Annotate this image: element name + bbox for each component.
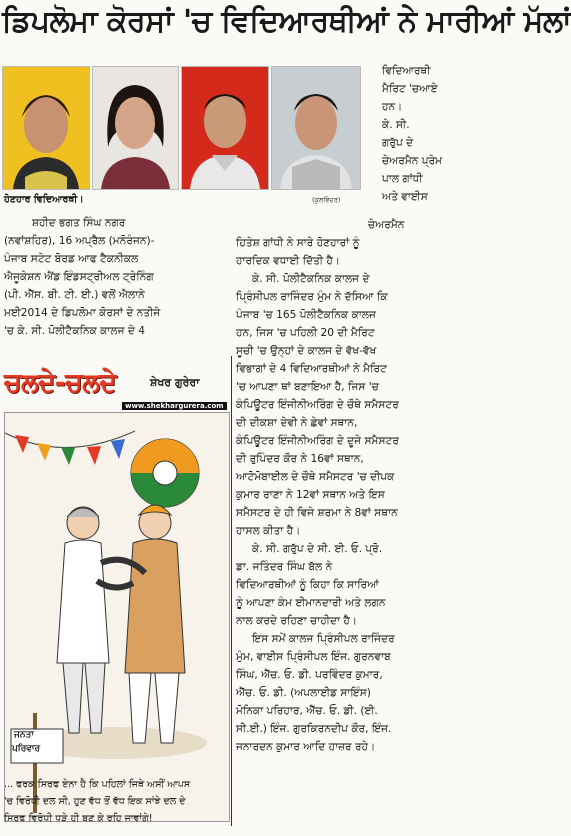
text-line: ਮਈ2014 ਦੇ ਡਿਪਲੋਮਾ ਕੋਰਸਾਂ ਦੇ ਨਤੀਜੇ bbox=[4, 307, 161, 319]
column-divider bbox=[231, 356, 232, 826]
article-body-column bbox=[236, 234, 446, 756]
text-line: ਨਾਲ ਕਰਦੇ ਰਹਿਣਾ ਚਾਹੀਦਾ ਹੈ। bbox=[236, 615, 358, 627]
text-line: 'ਚ ਆਪਣਾ ਥਾਂ ਬਣਾਇਆ ਹੈ, ਜਿਸ 'ਚ bbox=[236, 381, 379, 393]
text-line: ਇਸ ਸਮੇਂ ਕਾਲਜ ਪ੍ਰਿੰਸੀਪਲ ਰਾਜਿੰਦਰ bbox=[252, 633, 395, 645]
text-line: ਚੇਅਰਮੈਨ bbox=[368, 219, 405, 231]
text-line: (ਨਵਾਂਸ਼ਹਿਰ), 16 ਅਪ੍ਰੈਲ (ਮਨੋਰੰਜਨ)- bbox=[4, 235, 155, 247]
sign-text-2: ਪਰਿਵਾਰ bbox=[12, 744, 41, 754]
text-line: ਹਾਰਦਿਕ ਵਧਾਈ ਦਿੱਤੀ ਹੈ। bbox=[236, 255, 341, 267]
cartoon-caption bbox=[4, 776, 228, 827]
text-line: ਪਾਲ ਗਾਂਧੀ bbox=[382, 173, 423, 185]
text-line: ਡਾ. ਜਤਿੰਦਰ ਸਿੰਘ ਬੱਲ ਨੇ bbox=[236, 561, 333, 573]
text-line: ਅਤੇ ਵਾਈਸ bbox=[382, 191, 428, 203]
right-top-column bbox=[366, 62, 444, 206]
photo-caption: ਹੋਣਹਾਰ ਵਿਦਿਆਰਥੀ। bbox=[4, 194, 84, 205]
text-line: ਸਿੰਘ, ਐੱਚ. ਓ. ਡੀ. ਪਰਵਿੰਦਰ ਕੁਮਾਰ, bbox=[236, 669, 383, 681]
text-line: ਕੰਪਿਊਟਰ ਇੰਜੀਨੀਅਰਿੰਗ ਦੇ ਦੂਜੇ ਸਮੈਸਟਰ bbox=[236, 435, 399, 447]
text-line: (ਪੀ. ਐੱਸ. ਬੀ. ਟੀ. ਈ.) ਵਲੋਂ ਐਲਾਨੇ bbox=[4, 289, 145, 301]
text-line: ਪੰਜਾਬ ਸਟੇਟ ਬੋਰਡ ਆਫ ਟੈਕਨੀਕਲ bbox=[4, 253, 139, 265]
cartoon-title: ਚਲਦੇ-ਚਲਦੇ bbox=[4, 368, 116, 398]
text-line: ਪੰਜਾਬ 'ਚ 165 ਪੋਲੀਟੈਕਨਿਕ ਕਾਲਜ bbox=[236, 309, 376, 321]
student-photo-1 bbox=[2, 66, 90, 190]
text-line: ਕੇ. ਸੀ. ਪੋਲੀਟੈਕਨਿਕ ਕਾਲਜ ਦੇ bbox=[252, 273, 370, 285]
text-line: ਐਜੂਕੇਸ਼ਨ ਐਂਡ ਇੰਡਸਟ੍ਰੀਅਲ ਟ੍ਰੇਨਿੰਗ bbox=[4, 271, 154, 283]
caption-line: ... ਫਰਕ ਸਿਰਫ ਏਨਾ ਹੈ ਕਿ ਪਹਿਲਾਂ ਜਿਥੇ ਅਸੀਂ ਆਪਸ bbox=[4, 779, 191, 790]
text-line: ਗਰੁੱਪ ਦੇ bbox=[382, 137, 414, 149]
text-line: ਕੇ. ਸੀ. ਗਰੁੱਪ ਦੇ ਸੀ. ਈ. ਓ. ਪ੍ਰੋ. bbox=[252, 543, 383, 555]
text-line: ਚੇਅਰਮੈਨ ਪ੍ਰੇਮ bbox=[382, 155, 443, 167]
text-line: ਪ੍ਰਿੰਸੀਪਲ ਰਾਜਿੰਦਰ ਮੁੰਮ ਨੇ ਦੱਸਿਆ ਕਿ bbox=[236, 291, 388, 303]
text-line: ਸੀ.ਈ.) ਇੰਜ. ਗੁਰਕਿਰਨਦੀਪ ਕੌਰ, ਇੰਜ. bbox=[236, 723, 392, 735]
text-line: ਜਨਾਰਦਨ ਕੁਮਾਰ ਆਦਿ ਹਾਜ਼ਰ ਰਹੇ। bbox=[236, 741, 376, 753]
text-line: ਵਿਭਾਗਾਂ ਦੇ 4 ਵਿਦਿਆਰਥੀਆਂ ਨੇ ਮੈਰਿਟ bbox=[236, 363, 387, 375]
cartoon-website: www.shekhargurera.com bbox=[122, 402, 227, 410]
text-line: ਸਮੈਸਟਰ ਦੇ ਹੀ ਵਿਜੇ ਸ਼ਰਮਾ ਨੇ 8ਵਾਂ ਸਥਾਨ bbox=[236, 507, 398, 519]
text-line: ਨੂੰ ਆਪਣਾ ਕੰਮ ਈਮਾਨਦਾਰੀ ਅਤੇ ਲਗਨ bbox=[236, 597, 386, 609]
text-line: 'ਚ ਕੇ. ਸੀ. ਪੋਲੀਟੈਕਨਿਕ ਕਾਲਜ ਦੇ 4 bbox=[4, 325, 146, 337]
student-photo-2 bbox=[92, 66, 179, 190]
text-line: ਹਨ। bbox=[382, 101, 403, 113]
student-photo-3 bbox=[181, 66, 269, 190]
text-line: ਐੱਚ. ਓ. ਡੀ. (ਅਪਲਾਈਡ ਸਾਇੰਸ) bbox=[236, 687, 371, 699]
text-line: ਆਟੋਮੋਬਾਈਲ ਦੇ ਚੌਥੇ ਸਮੈਸਟਰ 'ਚ ਦੀਪਕ bbox=[236, 471, 395, 483]
text-line: ਸ਼ਹੀਦ ਭਗਤ ਸਿੰਘ ਨਗਰ bbox=[32, 217, 126, 229]
article-headline: ਡਿਪਲੋਮਾ ਕੋਰਸਾਂ 'ਚ ਵਿਦਿਆਰਥੀਆਂ ਨੇ ਮਾਰੀਆਂ ਮੱਲਾਂ bbox=[2, 4, 571, 39]
text-line: ਕੁਮਾਰ ਰਾਣਾ ਨੇ 12ਵਾਂ ਸਥਾਨ ਅਤੇ ਇਸ bbox=[236, 489, 385, 501]
article-intro-column bbox=[4, 214, 230, 340]
text-line: ਮੁੰਮ, ਵਾਈਸ ਪ੍ਰਿੰਸੀਪਲ ਇੰਜ. ਗੁਰਨਵਾਬ bbox=[236, 651, 391, 663]
text-line: ਮੋਨਿਕਾ ਪਰਿਹਾਰ, ਐੱਚ. ਓ. ਡੀ. (ਈ. bbox=[236, 705, 378, 717]
text-line: ਮੈਰਿਟ 'ਚਆਏ bbox=[382, 83, 438, 95]
text-line: ਸੂਚੀ 'ਚ ਉਨ੍ਹਾਂ ਦੇ ਕਾਲਜ ਦੇ ਵੱਖ-ਵੱਖ bbox=[236, 345, 377, 357]
caption-line: ਸਿਰਫ ਵਿਰੋਧੀ ਧੜੇ ਹੀ ਬਣ ਕੇ ਰਹਿ ਜਾਵਾਂਗੇ! bbox=[4, 813, 153, 824]
text-line: ਕੇ. ਸੀ. bbox=[382, 119, 410, 131]
text-line: ਕੰਪਿਊਟਰ ਇੰਜੀਨੀਅਰਿੰਗ ਦੇ ਚੌਥੇ ਸਮੈਸਟਰ bbox=[236, 399, 399, 411]
text-line: ਹਾਸਲ ਕੀਤਾ ਹੈ। bbox=[236, 525, 301, 537]
text-line: ਹਨ, ਜਿਸ 'ਚ ਪਹਿਲੀ 20 ਦੀ ਮੈਰਿਟ bbox=[236, 327, 375, 339]
text-line: ਦੀ ਦੀਕਸ਼ਾ ਦੇਵੀ ਨੇ ਛੇਵਾਂ ਸਥਾਨ, bbox=[236, 417, 358, 429]
text-line: ਹਿਤੇਸ਼ ਗਾਂਧੀ ਨੇ ਸਾਰੇ ਹੋਣਹਾਰਾਂ ਨੂੰ bbox=[236, 237, 360, 249]
sign-text-1: ਜਨਤਾ bbox=[14, 730, 34, 740]
cartoon-author: ਸ਼ੇਖਰ ਗੁਰੇਰਾ bbox=[150, 376, 200, 389]
cartoon-illustration bbox=[4, 412, 230, 822]
text-line: ਦੀ ਰੁਪਿੰਦਰ ਕੌਰ ਨੇ 16ਵਾਂ ਸਥਾਨ, bbox=[236, 453, 364, 465]
student-photo-4 bbox=[271, 66, 361, 190]
text-line: ਵਿਦਿਆਰਥੀਆਂ ਨੂੰ ਕਿਹਾ ਕਿ ਸਾਰਿਆਂ bbox=[236, 579, 379, 591]
photo-credit: (ਕੁਲਵਿੰਦਰ) bbox=[312, 196, 341, 204]
caption-line: 'ਚ ਵਿਰੋਧੀ ਦਲ ਸੀ, ਹੁਣ ਵੱਧ ਤੋਂ ਵੱਧ ਇਕ ਸਾਂਝੇ ਦਲ ਦੇ bbox=[4, 796, 186, 807]
text-line: ਵਿਦਿਆਰਥੀ bbox=[382, 65, 431, 77]
